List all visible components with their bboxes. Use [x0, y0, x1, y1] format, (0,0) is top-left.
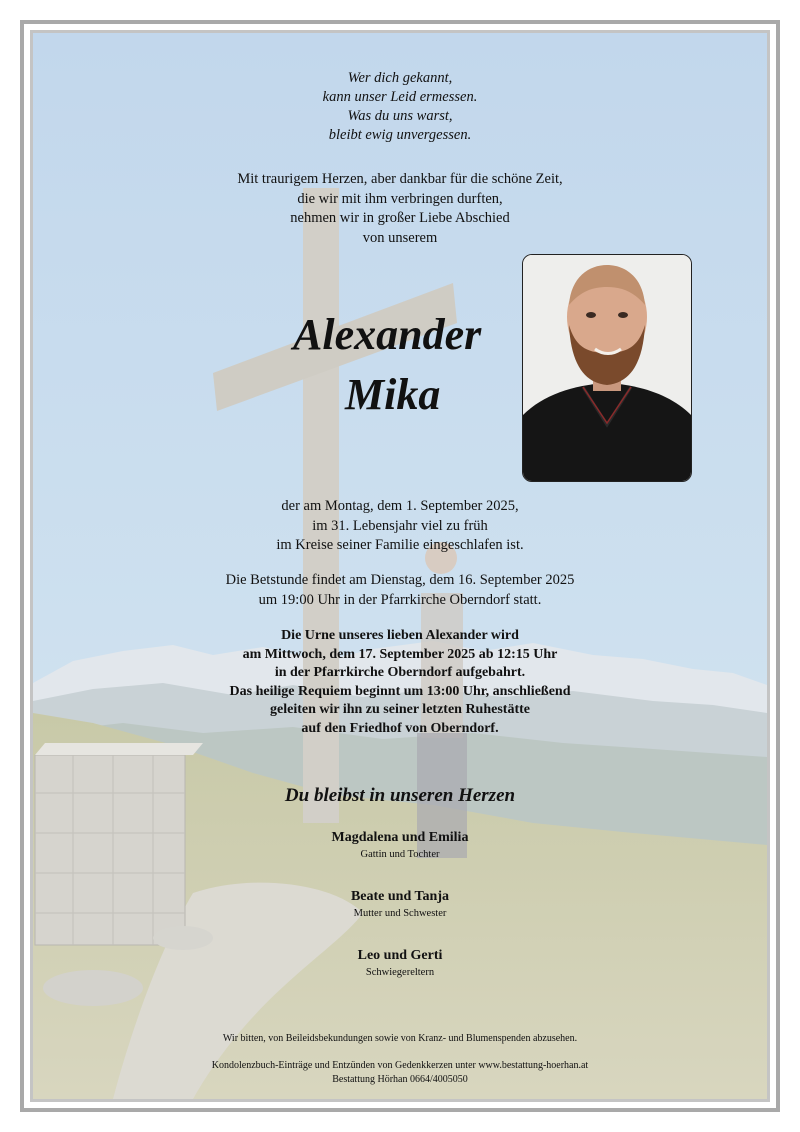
funeral-line: geleiten wir ihn zu seiner letzten Ruhestätte: [270, 702, 530, 717]
prayer-service-notice: [33, 571, 767, 610]
poem-line: Wer dich gekannt,: [347, 70, 453, 86]
obituary-card: [30, 30, 770, 1102]
portrait-image: [523, 255, 691, 481]
death-notice: [33, 497, 767, 556]
prayer-line: um 19:00 Uhr in der Pfarrkirche Oberndorf statt.: [258, 591, 542, 608]
mourner-group: [33, 889, 767, 919]
donation-request: Wir bitten, von Beileidsbekundungen sowie von Kranz- und Blumenspenden abzusehen.: [222, 1033, 578, 1044]
mourner-names: Magdalena und Emilia: [331, 830, 469, 845]
intro-line: Mit traurigem Herzen, aber dankbar für die schöne Zeit,: [237, 171, 563, 187]
intro-line: die wir mit ihm verbringen durften,: [297, 190, 503, 207]
mourner-relation: Mutter und Schwester: [353, 908, 447, 919]
poem: [33, 69, 767, 145]
funeral-notice: [33, 627, 767, 738]
poem-line: bleibt ewig unvergessen.: [328, 127, 472, 143]
mourner-relation: Gattin und Tochter: [360, 849, 440, 860]
death-line: im Kreise seiner Familie eingeschlafen ist.: [276, 537, 524, 553]
undertaker-info: Bestattung Hörhan 0664/4005050: [332, 1074, 468, 1085]
prayer-line: Die Betstunde findet am Dienstag, dem 16. September 2025: [225, 572, 575, 588]
funeral-line: auf den Friedhof von Oberndorf.: [301, 720, 499, 736]
mourner-group: [33, 830, 767, 860]
mourner-relation: Schwiegereltern: [365, 967, 435, 978]
mourner-names: Beate und Tanja: [350, 889, 450, 904]
poem-line: Was du uns warst,: [347, 108, 453, 124]
funeral-line: Das heilige Requiem beginnt um 13:00 Uhr, anschließend: [229, 683, 571, 699]
death-line: im 31. Lebensjahr viel zu früh: [312, 517, 488, 534]
condolence-info: Kondolenzbuch-Einträge und Entzünden von Gedenkkerzen unter www.bestattung-hoerhan.at: [211, 1060, 589, 1071]
intro-line: nehmen wir in großer Liebe Abschied: [290, 210, 510, 226]
poem-line: kann unser Leid ermessen.: [322, 89, 478, 105]
deceased-first-name: Alexander: [293, 310, 482, 359]
intro-text: [33, 170, 767, 248]
mourner-names: Leo und Gerti: [357, 948, 443, 963]
deceased-last-name: Mika: [345, 370, 441, 419]
death-line: der am Montag, dem 1. September 2025,: [281, 498, 519, 514]
funeral-line: am Mittwoch, dem 17. September 2025 ab 12:15 Uhr: [242, 646, 558, 662]
tagline: Du bleibst in unseren Herzen: [284, 785, 516, 806]
mourner-group: [33, 948, 767, 978]
funeral-line: Die Urne unseres lieben Alexander wird: [281, 628, 519, 643]
funeral-line: in der Pfarrkirche Oberndorf aufgebahrt.: [274, 665, 526, 680]
intro-line: von unserem: [362, 229, 438, 246]
footer-contact: [33, 1059, 767, 1087]
portrait-photo: [522, 254, 692, 482]
